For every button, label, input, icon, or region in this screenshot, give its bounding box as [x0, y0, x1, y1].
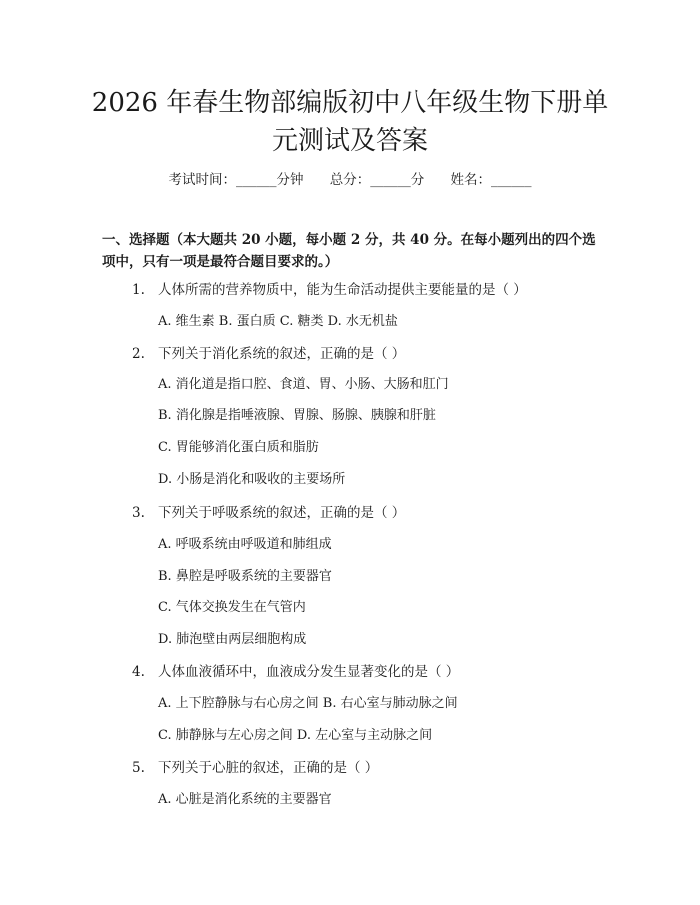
- section-heading-line1: 一、选择题（本大题共 20 小题，每小题 2 分，共 40 分。在每小题列出的四个选: [102, 232, 596, 248]
- question-text: 人体血液循环中，血液成分发生显著变化的是（ ）: [158, 664, 460, 680]
- question-3-option-d: D. 肺泡壁由两层细胞构成: [158, 632, 307, 647]
- question-number: 2.: [132, 346, 145, 362]
- question-number: 3.: [132, 505, 145, 521]
- question-1: [132, 280, 527, 300]
- question-2-option-a: A. 消化道是指口腔、食道、胃、小肠、大肠和肛门: [158, 377, 449, 392]
- question-text: 下列关于消化系统的叙述，正确的是（ ）: [158, 346, 406, 362]
- question-2-option-d: D. 小肠是消化和吸收的主要场所: [158, 472, 346, 487]
- question-4-options-ab: A. 上下腔静脉与右心房之间 B. 右心室与肺动脉之间: [158, 696, 458, 711]
- question-text: 下列关于呼吸系统的叙述，正确的是（ ）: [158, 505, 406, 521]
- section-heading-line2: 项中，只有一项是最符合题目要求的。）: [102, 254, 339, 270]
- student-name-label: 姓名：______: [450, 172, 532, 188]
- question-3-option-a: A. 呼吸系统由呼吸道和肺组成: [158, 537, 332, 552]
- question-2: [132, 344, 405, 364]
- question-3-option-b: B. 鼻腔是呼吸系统的主要器官: [158, 569, 332, 584]
- question-3: [132, 503, 405, 523]
- document-title-line1: 2026 年春生物部编版初中八年级生物下册单: [91, 88, 609, 118]
- question-2-option-b: B. 消化腺是指唾液腺、胃腺、肠腺、胰腺和肝脏: [158, 408, 436, 423]
- question-5: [132, 758, 378, 778]
- question-number: 1.: [132, 282, 145, 298]
- total-score-label: 总分：______分: [329, 172, 425, 188]
- question-1-options: A. 维生素 B. 蛋白质 C. 糖类 D. 水无机盐: [158, 314, 398, 329]
- document-title-line2: 元测试及答案: [271, 126, 428, 156]
- question-number: 5.: [132, 760, 145, 776]
- question-text: 人体所需的营养物质中，能为生命活动提供主要能量的是（ ）: [158, 282, 527, 298]
- question-2-option-c: C. 胃能够消化蛋白质和脂肪: [158, 440, 319, 455]
- question-5-option-a: A. 心脏是消化系统的主要器官: [158, 792, 332, 807]
- question-4-options-cd: C. 肺静脉与左心房之间 D. 左心室与主动脉之间: [158, 728, 433, 743]
- question-text: 下列关于心脏的叙述，正确的是（ ）: [158, 760, 379, 776]
- question-4: [132, 662, 459, 682]
- question-3-option-c: C. 气体交换发生在气管内: [158, 600, 306, 615]
- exam-time-label: 考试时间：______分钟: [168, 172, 304, 188]
- exam-info: [0, 168, 700, 188]
- question-number: 4.: [132, 664, 145, 680]
